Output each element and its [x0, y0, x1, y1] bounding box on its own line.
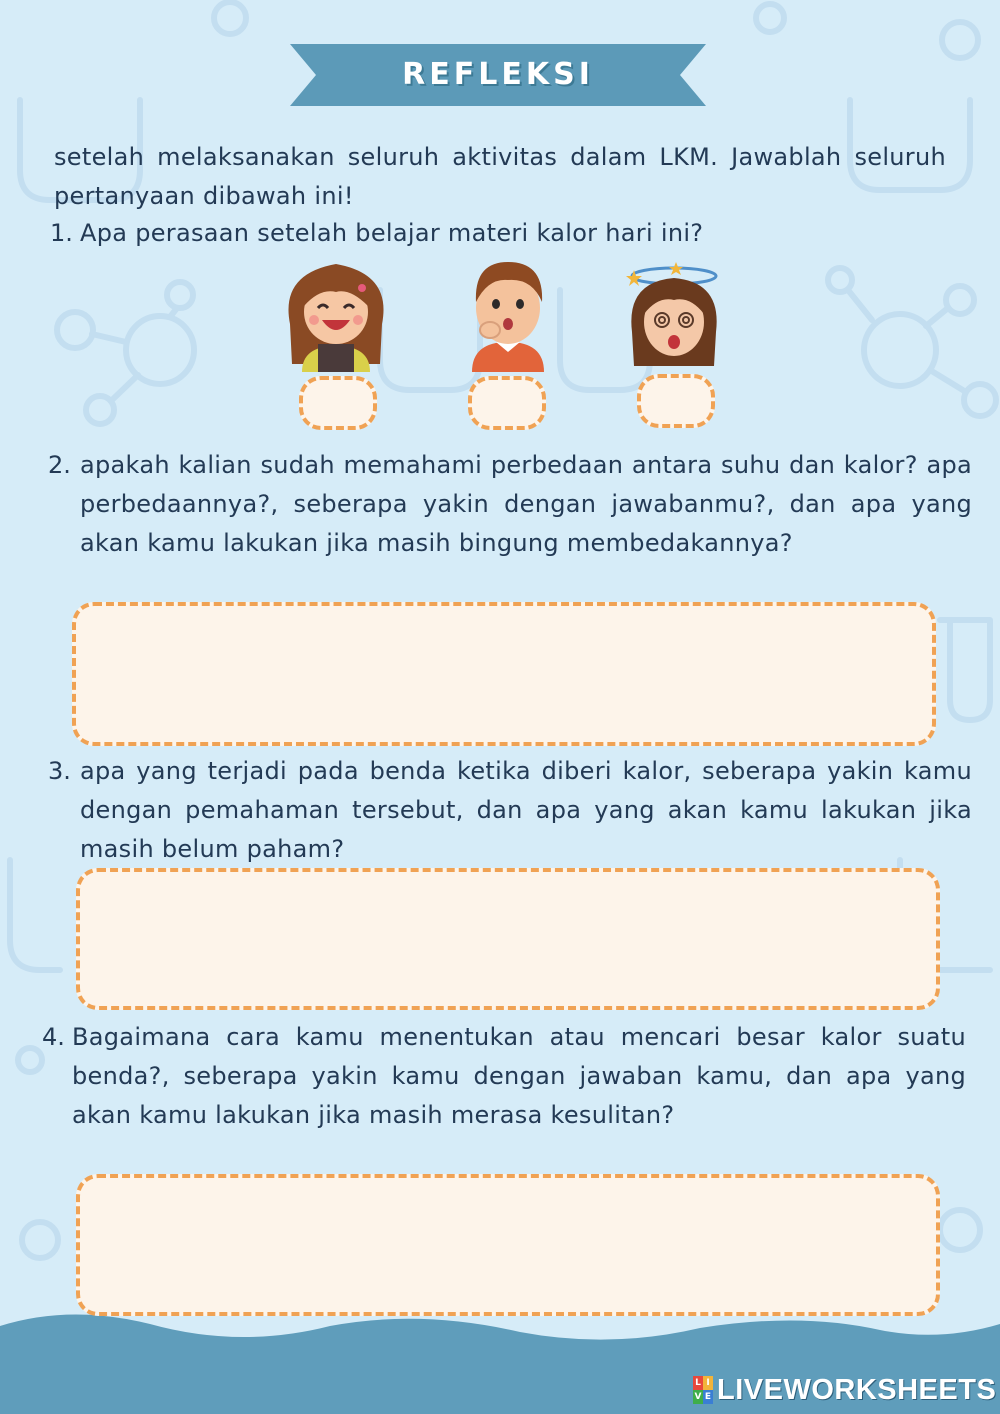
question-4-number: 4.: [42, 1023, 65, 1051]
question-2-number: 2.: [48, 451, 71, 479]
question-1-text: Apa perasaan setelah belajar materi kalor hari ini?: [80, 219, 704, 247]
answer-box-4[interactable]: [76, 1174, 940, 1316]
answer-box-3[interactable]: [76, 868, 940, 1010]
emotion-answer-1[interactable]: [299, 376, 377, 430]
question-2-text: apakah kalian sudah memahami perbedaan antara suhu dan kalor? apa perbedaannya?, seberapa yakin dengan jawabanmu?, dan apa yang akan kamu lakukan jika masih bingung membedakannya?: [80, 451, 972, 557]
emotion-answer-3[interactable]: [637, 374, 715, 428]
dizzy-girl-icon: [624, 262, 724, 372]
title-ribbon: [290, 44, 706, 106]
question-1-number: 1.: [50, 219, 73, 247]
emotion-answer-2[interactable]: [468, 376, 546, 430]
thinking-boy-icon: [466, 254, 550, 372]
brand-name: LIVEWORKSHEETS: [717, 1373, 997, 1406]
intro-text: setelah melaksanakan seluruh aktivitas dalam LKM. Jawablah seluruh pertanyaan dibawah ini!: [54, 143, 946, 210]
page-title: REFLEKSI: [402, 57, 594, 92]
question-4-text: Bagaimana cara kamu menentukan atau mencari besar kalor suatu benda?, seberapa yakin kamu dengan jawaban kamu, dan apa yang akan kamu lakukan jika masih merasa kesulitan?: [72, 1023, 966, 1129]
question-3-number: 3.: [48, 757, 71, 785]
liveworksheets-logo: [693, 1374, 996, 1406]
question-3-text: apa yang terjadi pada benda ketika diberi kalor, seberapa yakin kamu dengan pemahaman tersebut, dan apa yang akan kamu lakukan jika masih belum paham?: [80, 757, 972, 863]
logo-mark-icon: L I V E: [694, 1378, 712, 1402]
answer-box-2[interactable]: [72, 602, 936, 746]
happy-girl-icon: [280, 254, 392, 372]
